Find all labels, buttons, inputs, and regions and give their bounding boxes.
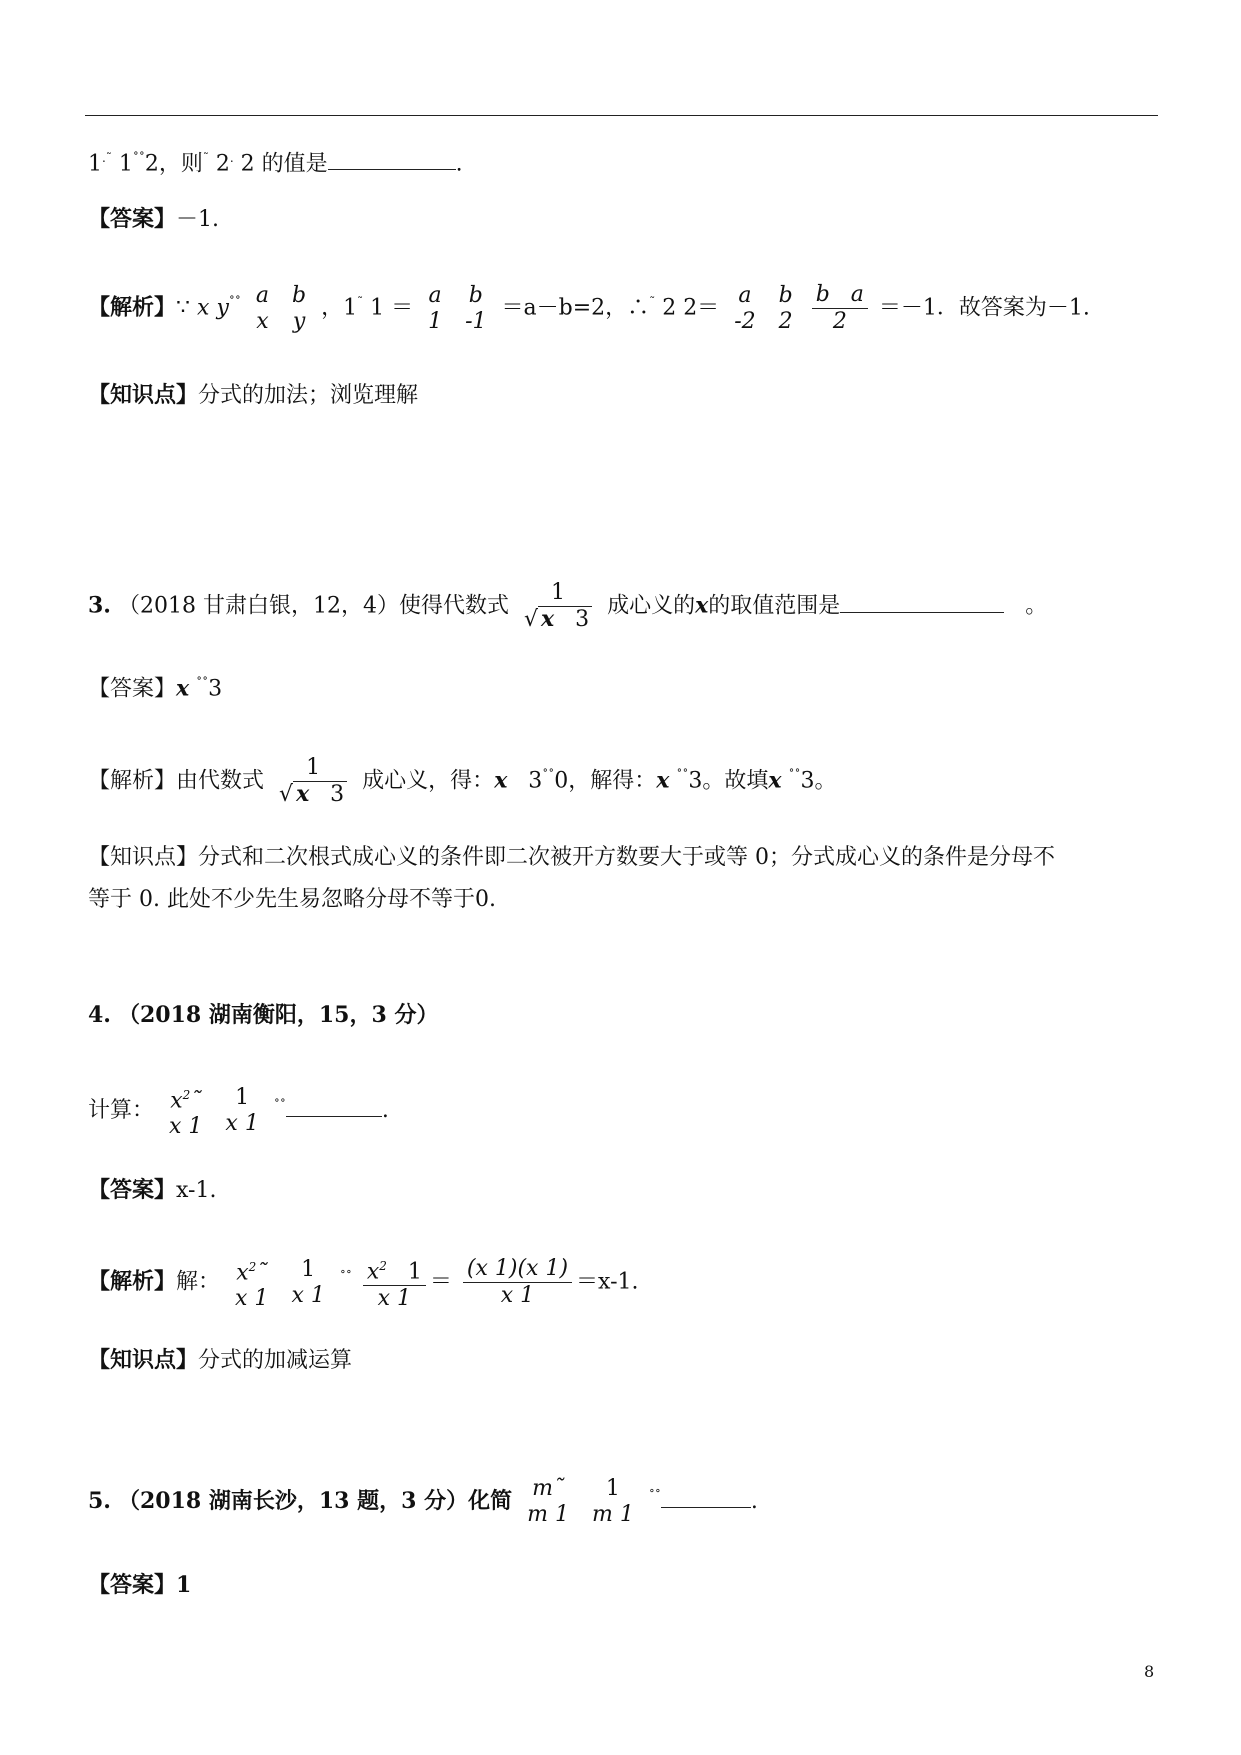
answer-value: x [176,675,190,702]
fraction: a -2 [734,282,756,334]
kp-label: 【知识点】 [88,845,199,870]
answer-4 [88,1175,216,1206]
header-rule [85,115,1158,116]
kp-value: 等于 0. 此处不少先生易忽略分母不等于0. [88,887,496,912]
analysis-text: 2 [662,295,677,321]
fraction: 1 x 1 [291,1256,325,1308]
variable: x [656,767,670,794]
fraction: a x [255,282,269,334]
analysis-3: 【解析】由代数式 1 √ x 3 成心义，得：x 3˚˚0，解得：x ˚˚3。故填x ˚˚3。 [88,755,837,807]
question-5: 5. （2018 湖南长沙，13 题，3 分）化简 m˜ m 1 1 m 1 ˚˚ . [88,1476,758,1527]
fraction: b y [292,282,307,334]
calc-label: 计算： [88,1098,155,1124]
analysis-label: 【解析】 [88,294,177,321]
analysis-label: 【解析】 [88,1268,177,1295]
analysis-text: ＝ [429,1269,452,1295]
question-3 [88,580,1047,633]
answer-blank[interactable] [661,1485,751,1508]
fraction: b -1 [465,282,487,334]
answer-2 [88,204,219,235]
knowledge-point-4 [88,1345,352,1376]
knowledge-point-2 [88,380,418,411]
page-number: 8 [1144,1662,1155,1681]
answer-blank[interactable] [328,147,456,170]
analysis-text: 3。故填 [688,768,769,794]
q2-text: 1 [118,151,133,177]
variable: x [494,767,508,794]
knowledge-point-3 [88,843,1055,873]
answer-3: 【答案】x ˚˚3 [88,675,223,702]
analysis-text: 2＝ [683,295,720,321]
kp-value: 分式和二次根式成心义的条件即二次被开方数要大于或等 0；分式成心义的条件是分母不 [198,845,1056,870]
analysis-text: x [197,295,210,321]
answer-value: 1 [176,1572,192,1598]
fraction: $\frac{(x 1)(x 1)}{x 1}$ [463,1256,572,1309]
analysis-text: 3 [528,768,543,794]
answer-label: 【答案】 [88,676,177,702]
question-2: 1.˜ 1˚˚2，则˜ 2. 2 的值是 . [88,143,463,179]
q2-text: 1 [88,151,102,177]
kp-value: 分式的加法；浏览理解 [198,383,419,408]
analysis-text: 解： [176,1269,221,1295]
question-4-calc: 计算： $x^2˜$ x 1 1 x 1 ˚˚ . [88,1082,389,1140]
q2-text: 2 的值是 [240,151,328,177]
analysis-4: 【解析】解： $x^2˜$ x 1 1 x 1 ˚˚ $\frac{x^2 1}{x 1}$ ＝ $\frac{(x 1)(x 1)}{x 1}$ ＝x-1. [88,1253,639,1312]
answer-5 [88,1570,191,1601]
analysis-text: 0，解得： [554,768,657,794]
q2-text: 2，则 [144,151,203,177]
analysis-text: ＝x-1. [576,1269,639,1295]
question-source: （2018 湖南长沙，13 题，3 分）化简 [117,1488,513,1514]
kp-label: 【知识点】 [88,1347,199,1373]
fraction: m˜ m 1 [527,1476,569,1527]
answer-label: 【答案】 [88,1177,177,1203]
fraction: $x^2˜$ x 1 [235,1259,269,1311]
fraction: $x^2˜$ x 1 [169,1088,203,1140]
question-end: 。 [1025,593,1048,619]
question-end: . [750,1489,758,1514]
question-number: 5. [88,1488,111,1514]
analysis-text: 1 [370,295,385,321]
q2-end: . [455,151,463,177]
analysis-text: y [216,295,229,321]
answer-label: 【答案】 [88,206,177,232]
question-text: 的取值范围是 [708,593,841,619]
variable: x [695,592,709,619]
analysis-text: 由代数式 [176,768,265,794]
fraction: 1 √ x 3 [275,755,351,808]
question-source: （2018 湖南衡阳，15，3 分） [117,1002,439,1028]
question-source: （2018 甘肃白银，12，4）使得代数式 [117,593,509,619]
analysis-text: ＝a－b=2，∴ [501,295,650,321]
answer-blank[interactable] [286,1094,382,1117]
fraction: 1 m 1 [591,1476,634,1527]
fraction: 1 √ x 3 [520,580,596,633]
analysis-text: 3。 [800,768,837,794]
kp-value: 分式的加减运算 [198,1348,353,1373]
analysis-label: 【解析】 [88,768,177,794]
fraction: $\frac{x^2 1}{x 1}$ [363,1253,426,1312]
analysis-text: 成心义，得： [362,768,495,794]
question-number: 4. [88,1002,111,1028]
analysis-text: ∵ [176,295,191,321]
fraction: a 1 [428,282,443,334]
question-end: . [381,1098,389,1124]
q2-text: 2 [215,151,230,177]
variable: x [768,767,782,794]
knowledge-point-3-cont [88,885,496,915]
analysis-text: ＝ [391,295,414,321]
analysis-2: 【解析】∵ x y˚˚ a x b y ，1˜ 1 ＝ a 1 b -1 ＝a－b=2，∴˜ 2 2＝ a -2 b 2 $\frac{\text{b a}}{2}$ ＝－1．故答案为－1. [88,282,1090,334]
answer-value: 3 [208,676,223,702]
question-4 [88,1000,438,1031]
fraction: 1 x 1 [225,1085,259,1137]
analysis-text: ，1 [321,295,358,321]
answer-value: －1. [176,207,220,232]
answer-label: 【答案】 [88,1572,177,1598]
answer-value: x-1. [176,1178,217,1203]
fraction: $\frac{\text{b a}}{2}$ [812,282,868,335]
question-number: 3. [88,592,111,619]
answer-blank[interactable] [840,590,1004,613]
question-text: 成心义的 [607,593,696,619]
analysis-text: ＝－1．故答案为－1. [878,295,1090,321]
fraction: b 2 [778,282,793,334]
kp-label: 【知识点】 [88,382,199,408]
